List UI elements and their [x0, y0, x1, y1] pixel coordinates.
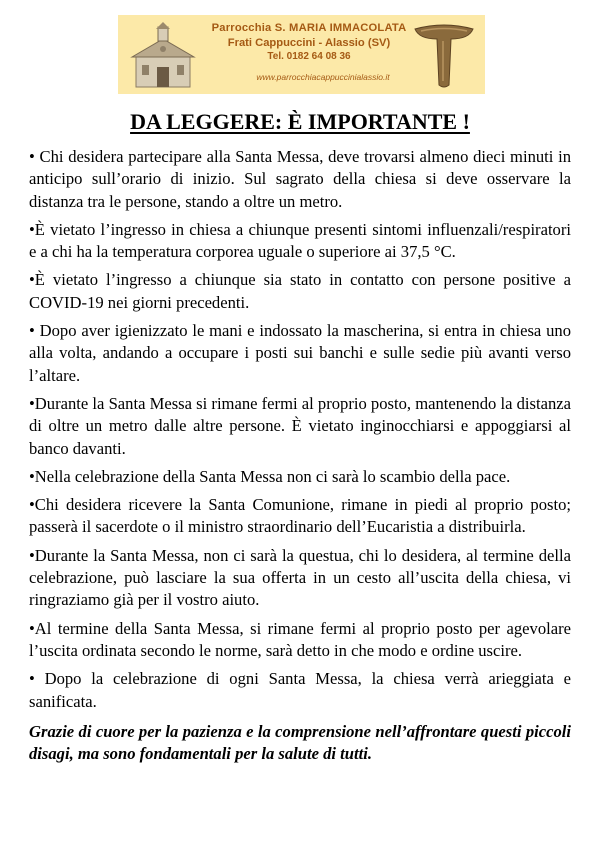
parish-website: www.parrocchiacappuccinialassio.it — [256, 72, 390, 82]
church-icon — [128, 21, 198, 91]
page-title: DA LEGGERE: È IMPORTANTE ! — [130, 109, 470, 134]
rule-sanitization: • Dopo la celebrazione di ogni Santa Messa, la chiesa verrà arieggiata e sanificata. — [29, 669, 571, 711]
rule-communion: •Chi desidera ricevere la Santa Comunione, rimane in piedi al proprio posto; passerà il sacerdote o il ministro straordinario dell’Eucaristia a distribuirla. — [29, 495, 571, 537]
rule-orderly-exit: •Al termine della Santa Messa, si rimane fermi al proprio posto per agevolare l’uscita ordinata secondo le norme, sarà detto in che modo e ordine uscire. — [29, 618, 571, 660]
rule-no-collection: •Durante la Santa Messa, non ci sarà la questua, chi lo desidera, al termine della celebrazione, può lasciare la sua offerta in un cesto all’uscita della chiesa, vi ringraziamo già per il vostro aiuto. — [29, 545, 571, 610]
closing-message: Grazie di cuore per la pazienza e la comprensione nell’affrontare questi piccoli disagi, ma sono fondamentali per la salute di tutti. — [29, 721, 571, 764]
parish-header-banner — [118, 15, 485, 94]
parish-phone: Tel. 0182 64 08 36 — [267, 51, 351, 62]
rule-no-contact-covid: •È vietato l’ingresso a chiunque sia stato in contatto con persone positive a COVID-19 nei giorni precedenti. — [29, 270, 571, 312]
parish-header-text — [198, 21, 420, 64]
rule-no-symptoms: •È vietato l’ingresso in chiesa a chiunque presenti sintomi influenzali/respiratori e a chi ha la temperatura corporea uguale o superiore ai 37,5 °C. — [29, 219, 571, 262]
rule-no-sign-of-peace: •Nella celebrazione della Santa Messa non ci sarà lo scambio della pace. — [29, 466, 511, 486]
tau-cross-icon — [411, 19, 477, 91]
rule-stay-in-place: •Durante la Santa Messa si rimane fermi al proprio posto, mantenendo la distanza di oltre un metro dalle altre persone. È vietato inginocchiarsi e appoggiarsi al banco davanti. — [29, 393, 571, 458]
parish-name: Parrocchia S. MARIA IMMACOLATA — [211, 22, 407, 34]
rules-list — [29, 146, 571, 765]
rule-sanitize-and-mask: • Dopo aver igienizzato le mani e indossato la mascherina, si entra in chiesa uno alla volta, andando a occupare i posti sui banchi e sulle sedie più avanti verso l’altare. — [29, 321, 571, 385]
parish-subtitle: Frati Cappuccini - Alassio (SV) — [227, 37, 391, 49]
rule-arrive-early: • Chi desidera partecipare alla Santa Messa, deve trovarsi almeno dieci minuti in anticipo sull’orario di inizio. Sul sagrato della chiesa si deve osservare la distanza tra le persone, stando a oltre un metro. — [29, 147, 571, 211]
